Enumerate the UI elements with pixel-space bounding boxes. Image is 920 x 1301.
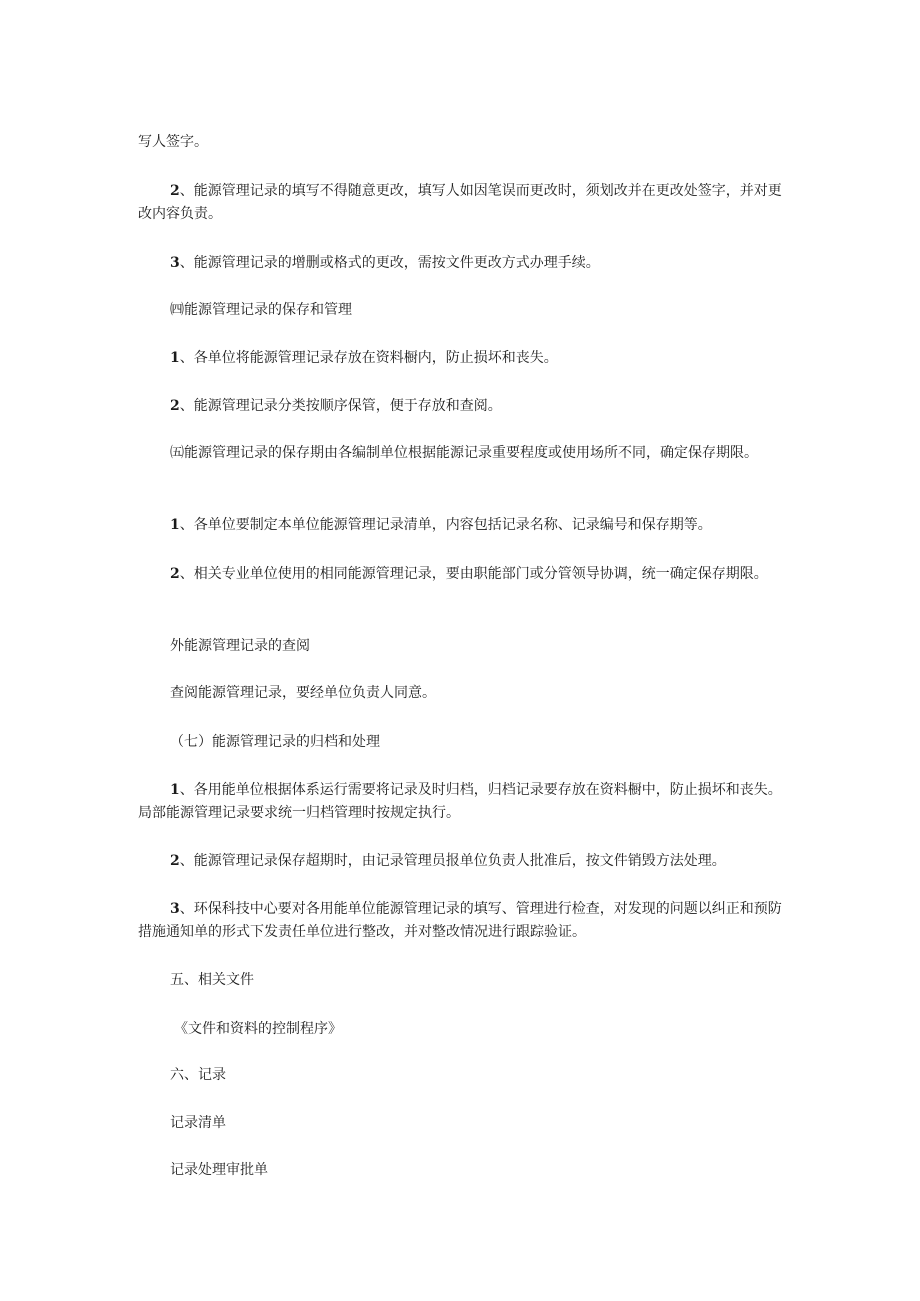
paragraph-text: 六、记录 [170, 1067, 226, 1083]
section-heading [138, 1064, 786, 1087]
item-number: 2 [170, 183, 180, 199]
paragraph-text: 外能源管理记录的查阅 [170, 638, 310, 654]
paragraph [138, 682, 786, 705]
paragraph [138, 898, 786, 944]
paragraph-text: 、各用能单位根据体系运行需要将记录及时归档，归档记录要存放在资料橱中，防止损坏和丧失。局部能源管理记录要求统一归档管理时按规定执行。 [138, 782, 782, 821]
paragraph-text: 、能源管理记录分类按顺序保管，便于存放和查阅。 [179, 398, 502, 414]
section-heading [138, 442, 786, 465]
item-number: 2 [170, 566, 180, 582]
paragraph-text: 、能源管理记录保存超期时，由记录管理员报单位负责人批准后，按文件销毁方法处理。 [179, 853, 726, 869]
paragraph-text: ㈣能源管理记录的保存和管理 [170, 302, 352, 318]
paragraph [138, 131, 786, 154]
paragraph [138, 779, 786, 825]
section-heading [138, 299, 786, 322]
paragraph [138, 180, 786, 226]
paragraph-text: 记录处理审批单 [170, 1162, 268, 1178]
paragraph [138, 850, 786, 873]
paragraph-text: 、各单位要制定本单位能源管理记录清单，内容包括记录名称、记录编号和保存期等。 [179, 517, 712, 533]
item-number: 1 [170, 350, 180, 366]
paragraph-text: 查阅能源管理记录，要经单位负责人同意。 [170, 685, 436, 701]
item-number: 3 [170, 255, 180, 271]
item-number: 1 [170, 517, 180, 533]
paragraph [138, 395, 786, 418]
item-number: 2 [170, 853, 180, 869]
section-heading [138, 731, 786, 754]
record-item [138, 1159, 786, 1182]
paragraph-text: 、相关专业单位使用的相同能源管理记录，要由职能部门或分管领导协调，统一确定保存期限。 [179, 566, 768, 582]
item-number: 3 [170, 901, 180, 917]
paragraph [138, 563, 786, 586]
item-number: 2 [170, 398, 180, 414]
paragraph-text: 、各单位将能源管理记录存放在资料橱内，防止损坏和丧失。 [179, 350, 558, 366]
referenced-document [138, 1018, 786, 1041]
paragraph [138, 252, 786, 275]
section-heading [138, 635, 786, 658]
paragraph-text: 五、相关文件 [170, 972, 254, 988]
item-number: 1 [170, 782, 180, 798]
paragraph [138, 514, 786, 537]
paragraph-text: 、能源管理记录的增删或格式的更改，需按文件更改方式办理手续。 [179, 255, 600, 271]
paragraph-text: 写人签字。 [138, 134, 208, 150]
section-heading [138, 969, 786, 992]
paragraph-text: 、能源管理记录的填写不得随意更改，填写人如因笔误而更改时，须划改并在更改处签字，并对更改内容负责。 [138, 183, 782, 222]
paragraph [138, 347, 786, 370]
paragraph-text: 、环保科技中心要对各用能单位能源管理记录的填写、管理进行检查，对发现的问题以纠正和预防措施通知单的形式下发责任单位进行整改，并对整改情况进行跟踪验证。 [138, 901, 782, 940]
record-item [138, 1112, 786, 1135]
paragraph-text: 《文件和资料的控制程序》 [174, 1021, 342, 1037]
paragraph-text: 记录清单 [170, 1115, 226, 1131]
paragraph-text: ㈤能源管理记录的保存期由各编制单位根据能源记录重要程度或使用场所不同，确定保存期限。 [170, 445, 758, 461]
paragraph-text: （七）能源管理记录的归档和处理 [170, 734, 380, 750]
